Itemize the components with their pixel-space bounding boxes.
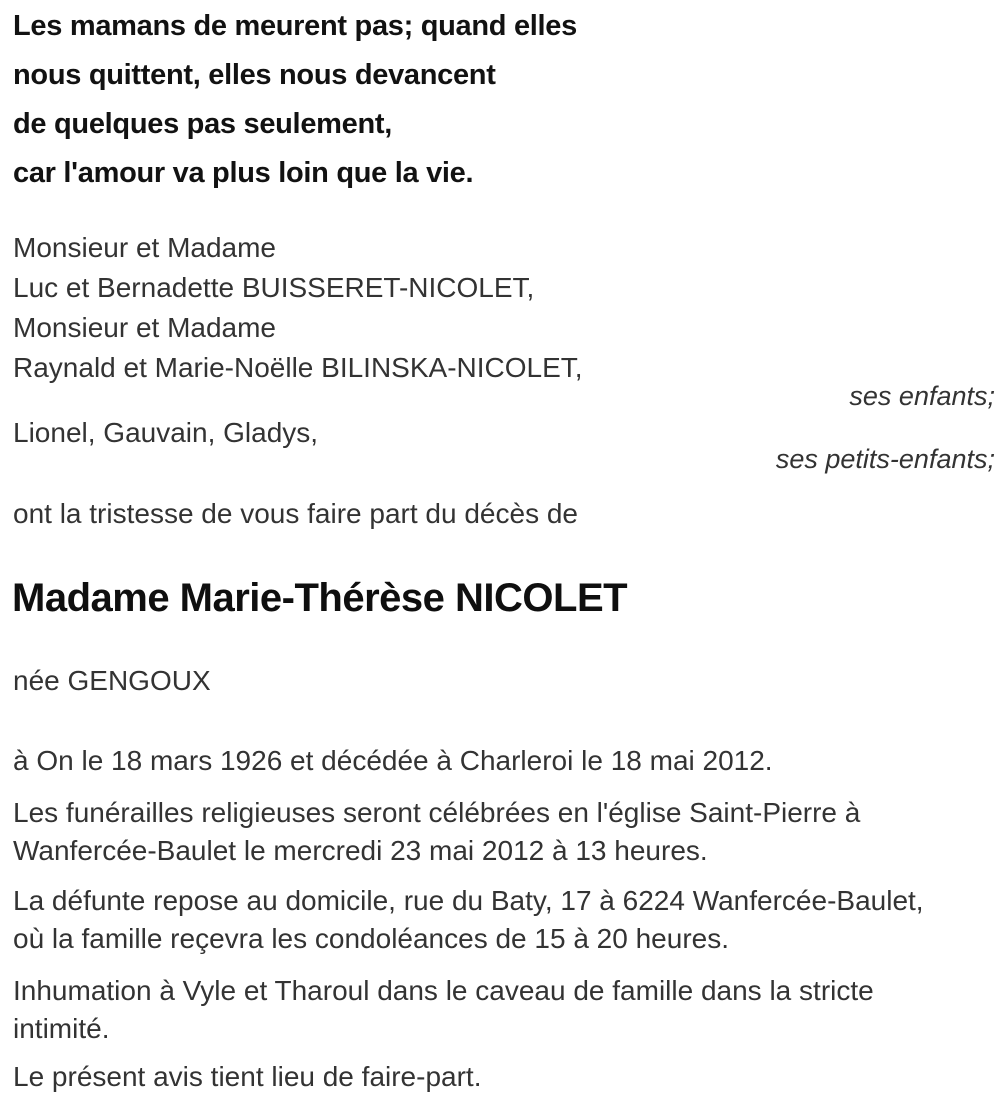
repose-line-2: où la famille reçevra les condoléances de 15 à 20 heures. [13,923,729,954]
announcement-intro: ont la tristesse de vous faire part du décès de [13,498,578,529]
closing-notice: Le présent avis tient lieu de faire-part. [13,1061,482,1092]
burial-line-2: intimité. [13,1013,110,1044]
memorial-quote [13,2,577,198]
burial-line-1: Inhumation à Vyle et Tharoul dans le caveau de famille dans la stricte [13,975,874,1006]
grandchildren-names: Lionel, Gauvain, Gladys, [13,417,319,448]
grandchildren-relationship-label: ses petits-enfants; [775,444,995,474]
mourner-line-4: Raynald et Marie-Noëlle BILINSKA-NICOLET, [13,352,583,383]
mourner-line-2: Luc et Bernadette BUISSERET-NICOLET, [13,272,535,303]
repose-line-1: La défunte repose au domicile, rue du Baty, 17 à 6224 Wanfercée-Baulet, [13,885,924,916]
burial-paragraph [13,972,874,1048]
quote-line-2: nous quittent, elles nous devancent [13,59,496,91]
mourners-list [13,228,583,388]
mourner-line-3: Monsieur et Madame [13,312,277,343]
repose-paragraph [13,882,924,958]
funeral-line-2: Wanfercée-Baulet le mercredi 23 mai 2012 à 13 heures. [13,835,708,866]
quote-line-1: Les mamans de meurent pas; quand elles [13,10,577,42]
children-relationship-label: ses enfants; [849,381,995,411]
quote-line-3: de quelques pas seulement, [13,108,392,140]
quote-line-4: car l'amour va plus loin que la vie. [13,157,474,189]
deceased-name-title: Madame Marie-Thérèse NICOLET [12,576,628,620]
funeral-paragraph [13,794,860,870]
deceased-maiden-name: née GENGOUX [13,665,211,696]
birth-death-line: à On le 18 mars 1926 et décédée à Charleroi le 18 mai 2012. [13,745,773,776]
mourner-line-1: Monsieur et Madame [13,232,277,263]
funeral-line-1: Les funérailles religieuses seront célébrées en l'église Saint-Pierre à [13,797,861,828]
